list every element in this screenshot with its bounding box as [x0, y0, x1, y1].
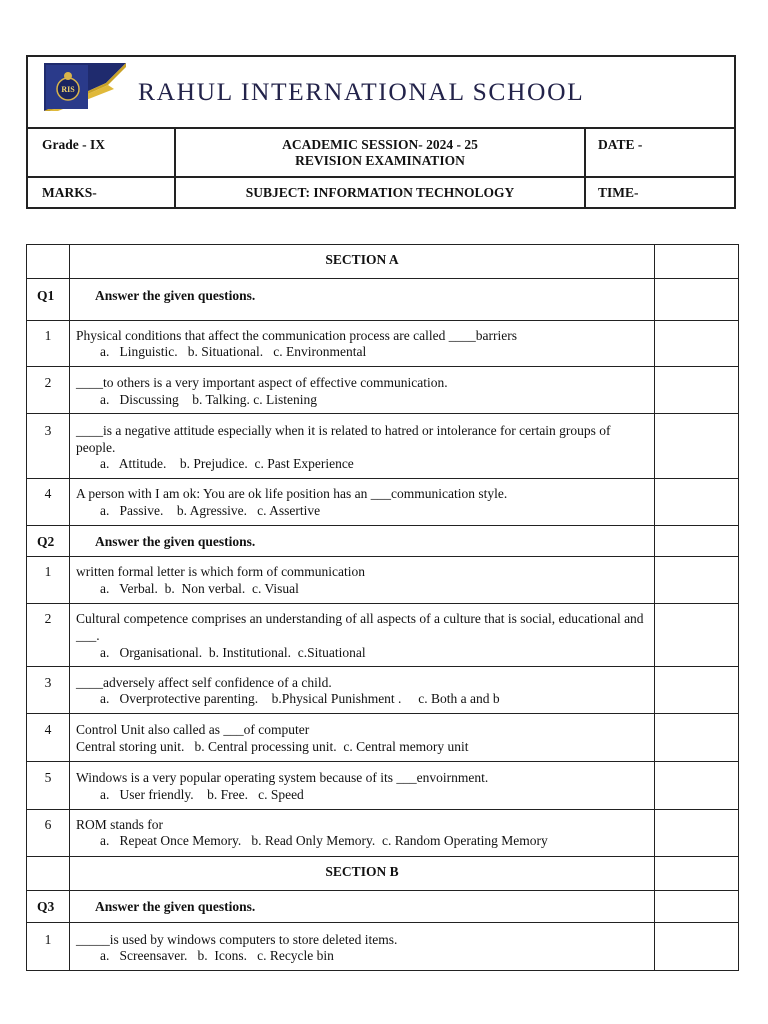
- subject-label: SUBJECT: INFORMATION TECHNOLOGY: [245, 185, 515, 200]
- question-options: a. Attitude. b. Prejudice. c. Past Experience: [100, 456, 354, 471]
- question-number: 3: [44, 423, 52, 438]
- q2-instruction: Answer the given questions.: [95, 534, 256, 549]
- q2-number: Q2: [37, 534, 55, 549]
- question-options: Central storing unit. b. Central processing unit. c. Central memory unit: [76, 739, 469, 754]
- time-label: TIME-: [598, 185, 639, 200]
- question-options: a. Linguistic. b. Situational. c. Environmental: [100, 344, 367, 359]
- question-number: 2: [44, 611, 52, 626]
- q3-number: Q3: [37, 899, 55, 914]
- school-logo: [44, 63, 126, 111]
- question-options: a. Organisational. b. Institutional. c.Situational: [100, 645, 366, 660]
- question-number: 5: [44, 770, 52, 785]
- question-text: ____to others is a very important aspect of effective communication.: [76, 375, 448, 390]
- q3-instruction: Answer the given questions.: [95, 899, 256, 914]
- question-number: 1: [44, 328, 52, 343]
- q1-number: Q1: [37, 288, 55, 303]
- school-name: RAHUL INTERNATIONAL SCHOOL: [138, 77, 585, 106]
- question-number: 3: [44, 675, 52, 690]
- question-text: ____is a negative attitude especially when it is related to hatred or intolerance for certain groups of people.: [76, 423, 611, 455]
- session-line1: ACADEMIC SESSION- 2024 - 25: [282, 137, 478, 152]
- question-number: 6: [44, 817, 52, 832]
- question-options: a. Overprotective parenting. b.Physical Punishment . c. Both a and b: [100, 691, 500, 706]
- question-number: 1: [44, 564, 52, 579]
- question-text: Cultural competence comprises an understanding of all aspects of a culture that is social, educational and ___.: [76, 611, 644, 643]
- grade-label: Grade - IX: [42, 137, 105, 152]
- question-text: Control Unit also called as ___of computer: [76, 722, 310, 737]
- question-number: 1: [44, 932, 52, 947]
- question-options: a. Verbal. b. Non verbal. c. Visual: [100, 581, 299, 596]
- q1-instruction: Answer the given questions.: [95, 288, 256, 303]
- question-number: 4: [44, 486, 52, 501]
- question-text: A person with I am ok: You are ok life position has an ___communication style.: [76, 486, 508, 501]
- question-text: ____adversely affect self confidence of a child.: [76, 675, 332, 690]
- question-options: a. Screensaver. b. Icons. c. Recycle bin: [100, 948, 334, 963]
- marks-label: MARKS-: [42, 185, 97, 200]
- section-b-title: SECTION B: [325, 864, 399, 879]
- question-options: a. User friendly. b. Free. c. Speed: [100, 787, 304, 802]
- question-number: 4: [44, 722, 52, 737]
- question-number: 2: [44, 375, 52, 390]
- logo-initials: RIS: [61, 85, 75, 94]
- question-text: _____is used by windows computers to store deleted items.: [76, 932, 398, 947]
- date-label: DATE -: [598, 137, 643, 152]
- section-a-title: SECTION A: [325, 252, 399, 267]
- question-options: a. Passive. b. Agressive. c. Assertive: [100, 503, 321, 518]
- question-text: written formal letter is which form of communication: [76, 564, 366, 579]
- session-line2: REVISION EXAMINATION: [295, 153, 465, 168]
- question-options: a. Repeat Once Memory. b. Read Only Memory. c. Random Operating Memory: [100, 833, 548, 848]
- question-text: ROM stands for: [76, 817, 163, 832]
- question-options: a. Discussing b. Talking. c. Listening: [100, 392, 318, 407]
- question-text: Windows is a very popular operating system because of its ___envoirnment.: [76, 770, 489, 785]
- question-text: Physical conditions that affect the communication process are called ____barriers: [76, 328, 517, 343]
